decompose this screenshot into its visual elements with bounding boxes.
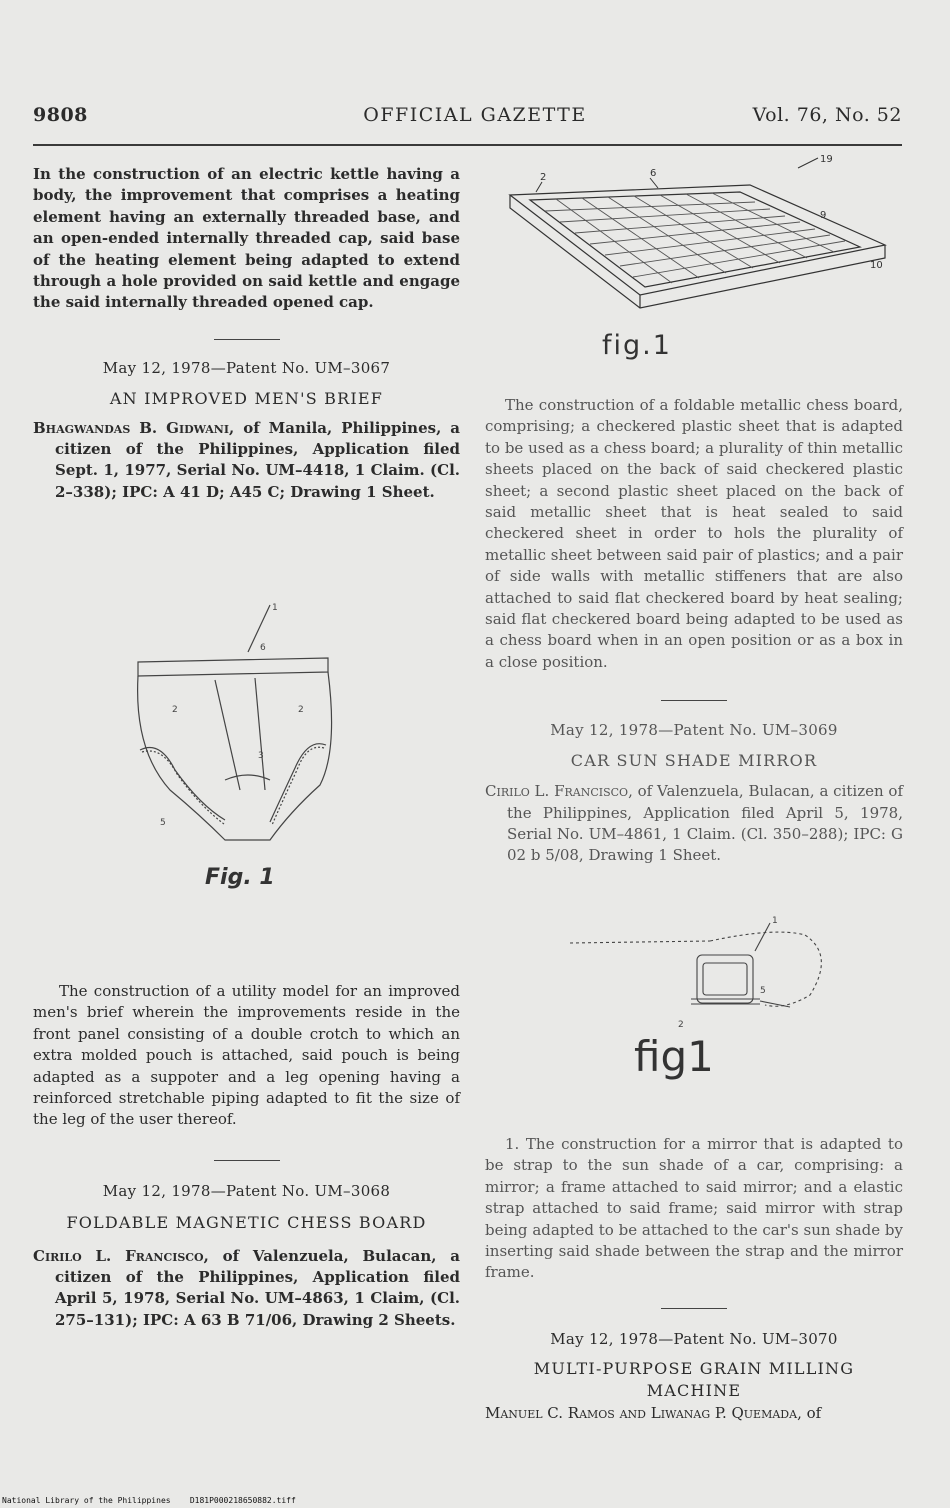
chess-application-info xyxy=(33,1246,460,1332)
brief-details: , of Manila, Philippines, a citizen of the Philippines, Application filed Sept. 1, 1977, Serial No. UM–4418, 1 Claim. (Cl. 2–338); IPC: A 41 D; A45 C; Drawing 1 Sheet. xyxy=(55,418,460,501)
svg-text:5: 5 xyxy=(760,986,766,996)
mirror-claim: 1. The construction for a mirror that is adapted to be strap to the sun shade of a car, comprising: a mirror; a frame attached to said mirror; and a elastic strap attached to said frame; said mirror with strap being adapted to be attached to the car's sun shade by inserting said shade between the strap and the mirror frame. xyxy=(485,1135,903,1282)
mirror-dateline: May 12, 1978—Patent No. UM–3069 xyxy=(550,721,838,740)
svg-text:2: 2 xyxy=(298,705,304,715)
mirror-details: , of Valenzuela, Bulacan, a citizen of the Philippines, Application filed April 5, 1978, Serial No. UM–4861, 1 Claim. (Cl. 350–288); IPC: G 02 b 5/08, Drawing 1 Sheet. xyxy=(507,782,904,865)
chess-board-drawing xyxy=(500,150,900,350)
grain-application-info xyxy=(485,1403,903,1424)
grain-dateline: May 12, 1978—Patent No. UM–3070 xyxy=(550,1329,838,1348)
chess-claim: The construction of a foldable metallic chess board, comprising; a checkered plastic sheet that is adapted to be used as a chess board; a plurality of thin metallic sheets placed on the back of said checkered plastic sheet; a second plastic sheet placed on the back of said metallic sheet that is heat sealed to said checkered sheet in order to hols the plurality of metallic sheet between said pair of plastics; and a pair of side walls with metallic stiffeners that are also attached to said flat checkered board by heat sealing; said flat checkered board being adapted to be used as a chess board when in an open position or as a box in a close position. xyxy=(485,396,903,671)
page-number: 9808 xyxy=(33,104,88,126)
header-rule xyxy=(33,144,902,146)
kettle-claim: In the construction of an electric kettle having a body, the improvement that comprises a heating element having an externally threaded base, and an open-ended internally threaded cap, said base of the heating element being adapted to extend through a hole provided on said kettle and engage the said internally threaded opened cap. xyxy=(33,165,460,312)
brief-claim: The construction of a utility model for an improved men's brief wherein the improvements reside in the front panel consisting of a double crotch to which an extra molded pouch is attached, said pouch is being adapted as a suppoter and a leg opening having a reinforced stretchable piping adapted to fit the size of the leg of the user thereof. xyxy=(33,982,460,1129)
mirror-figure-caption: fig1 xyxy=(634,1032,714,1081)
right-column-lower xyxy=(485,1134,903,1424)
chess-inventor: Cirilo L. Francisco xyxy=(33,1246,204,1265)
publication-title: OFFICIAL GAZETTE xyxy=(363,104,587,126)
grain-details: , of xyxy=(797,1404,822,1423)
svg-text:2: 2 xyxy=(678,1020,684,1030)
svg-text:5: 5 xyxy=(160,818,166,828)
mirror-title: CAR SUN SHADE MIRROR xyxy=(570,750,818,770)
mirror-inventor: Cirilo L. Francisco xyxy=(485,782,629,801)
svg-text:19: 19 xyxy=(820,154,833,165)
mirror-drawing xyxy=(560,915,850,1035)
left-column-top xyxy=(33,164,460,503)
brief-dateline: May 12, 1978—Patent No. UM–3067 xyxy=(102,358,391,377)
grain-inventors: Manuel C. Ramos and Liwanag P. Quemada xyxy=(485,1404,798,1423)
svg-text:6: 6 xyxy=(260,643,266,653)
volume-number: Vol. 76, No. 52 xyxy=(752,104,902,126)
chess-figure-caption: fig.1 xyxy=(602,330,672,361)
svg-text:1: 1 xyxy=(772,916,778,926)
svg-text:1: 1 xyxy=(272,603,278,613)
mirror-application-info xyxy=(485,781,903,867)
svg-text:2: 2 xyxy=(172,705,178,715)
svg-text:6: 6 xyxy=(650,168,657,179)
svg-text:3: 3 xyxy=(258,751,264,761)
svg-text:2: 2 xyxy=(540,172,547,183)
chess-details: , of Valenzuela, Bulacan, a citizen of the Philippines, Application filed April 5, 1978, Serial No. UM–4863, 1 Claim, (Cl. 275–131); IPC: A 63 B 71/06, Drawing 2 Sheets. xyxy=(55,1246,460,1329)
right-column-upper xyxy=(485,395,903,867)
svg-text:10: 10 xyxy=(870,260,883,271)
left-column-middle xyxy=(33,981,460,1331)
chess-title: FOLDABLE MAGNETIC CHESS BOARD xyxy=(66,1213,427,1233)
brief-figure-caption: Fig. 1 xyxy=(205,865,275,890)
brief-inventor: Bhagwandas B. Gidwani xyxy=(33,418,230,437)
brief-title: AN IMPROVED MEN'S BRIEF xyxy=(109,389,384,409)
chess-dateline: May 12, 1978—Patent No. UM–3068 xyxy=(102,1181,391,1200)
brief-drawing xyxy=(120,600,350,860)
brief-application-info xyxy=(33,418,460,504)
svg-text:9: 9 xyxy=(820,210,827,221)
scan-footer: National Library of the Philippines D181P000218650882.tiff xyxy=(2,1496,296,1505)
grain-title: MULTI-PURPOSE GRAIN MILLING MACHINE xyxy=(533,1359,855,1400)
